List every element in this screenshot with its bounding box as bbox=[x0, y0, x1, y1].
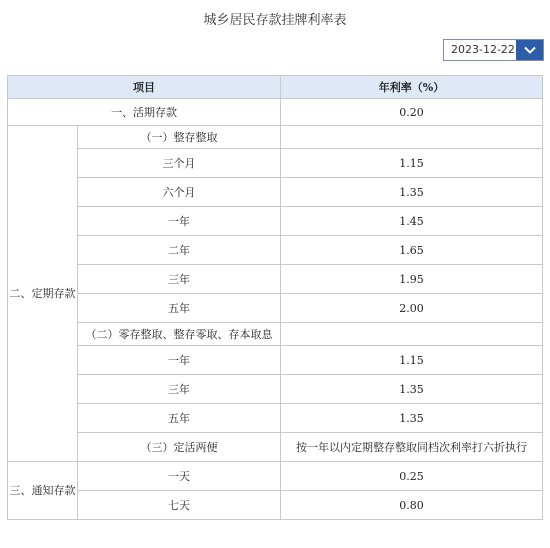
time-deposit-label-text: 二、定期存款 bbox=[9, 286, 76, 300]
notice-deposit-label-text: 三、通知存款 bbox=[9, 483, 76, 497]
chevron-down-icon bbox=[524, 46, 536, 54]
table-row bbox=[8, 294, 543, 323]
term-cell: 五年 bbox=[78, 404, 281, 433]
term-cell: 三个月 bbox=[78, 149, 281, 178]
section-label: （一）整存整取 bbox=[78, 126, 281, 149]
table-row bbox=[8, 207, 543, 236]
table-header-row bbox=[8, 76, 543, 99]
rate-cell: 1.15 bbox=[281, 346, 543, 375]
term-cell: 六个月 bbox=[78, 178, 281, 207]
table-row bbox=[8, 126, 543, 149]
demand-label: 一、活期存款 bbox=[8, 99, 281, 126]
time-deposit-label bbox=[8, 126, 78, 462]
date-select-button[interactable] bbox=[516, 40, 543, 60]
table-row bbox=[8, 99, 543, 126]
table-row bbox=[8, 236, 543, 265]
table-row bbox=[8, 149, 543, 178]
table-row bbox=[8, 404, 543, 433]
rate-cell: 2.00 bbox=[281, 294, 543, 323]
date-select[interactable] bbox=[443, 39, 544, 61]
table-row bbox=[8, 433, 543, 462]
term-cell: 一年 bbox=[78, 207, 281, 236]
term-cell: 五年 bbox=[78, 294, 281, 323]
rate-cell: 1.95 bbox=[281, 265, 543, 294]
header-rate: 年利率（%） bbox=[281, 76, 543, 99]
table-row bbox=[8, 346, 543, 375]
table-row bbox=[8, 462, 543, 491]
rate-cell: 1.65 bbox=[281, 236, 543, 265]
date-select-value: 2023-12-22 bbox=[451, 43, 515, 56]
rate-cell: 1.45 bbox=[281, 207, 543, 236]
notice-deposit-label bbox=[8, 462, 78, 520]
table-row bbox=[8, 375, 543, 404]
table-row bbox=[8, 265, 543, 294]
term-cell: 一天 bbox=[78, 462, 281, 491]
section-rate bbox=[281, 126, 543, 149]
rate-table bbox=[7, 75, 543, 520]
term-cell: 七天 bbox=[78, 491, 281, 520]
table-row bbox=[8, 323, 543, 346]
term-cell: 一年 bbox=[78, 346, 281, 375]
section-label: （二）零存整取、整存零取、存本取息 bbox=[78, 323, 281, 346]
section-rate bbox=[281, 323, 543, 346]
rate-cell: 1.15 bbox=[281, 149, 543, 178]
table-row bbox=[8, 491, 543, 520]
rate-cell: 1.35 bbox=[281, 178, 543, 207]
header-item: 项目 bbox=[8, 76, 281, 99]
flexible-rate: 按一年以内定期整存整取同档次利率打六折执行 bbox=[281, 433, 543, 462]
table-row bbox=[8, 178, 543, 207]
flexible-label: （三）定活两便 bbox=[78, 433, 281, 462]
rate-cell: 0.25 bbox=[281, 462, 543, 491]
demand-rate: 0.20 bbox=[281, 99, 543, 126]
rate-cell: 1.35 bbox=[281, 375, 543, 404]
term-cell: 三年 bbox=[78, 265, 281, 294]
page-title: 城乡居民存款挂牌利率表 bbox=[203, 13, 347, 28]
rate-cell: 0.80 bbox=[281, 491, 543, 520]
term-cell: 三年 bbox=[78, 375, 281, 404]
term-cell: 二年 bbox=[78, 236, 281, 265]
rate-cell: 1.35 bbox=[281, 404, 543, 433]
